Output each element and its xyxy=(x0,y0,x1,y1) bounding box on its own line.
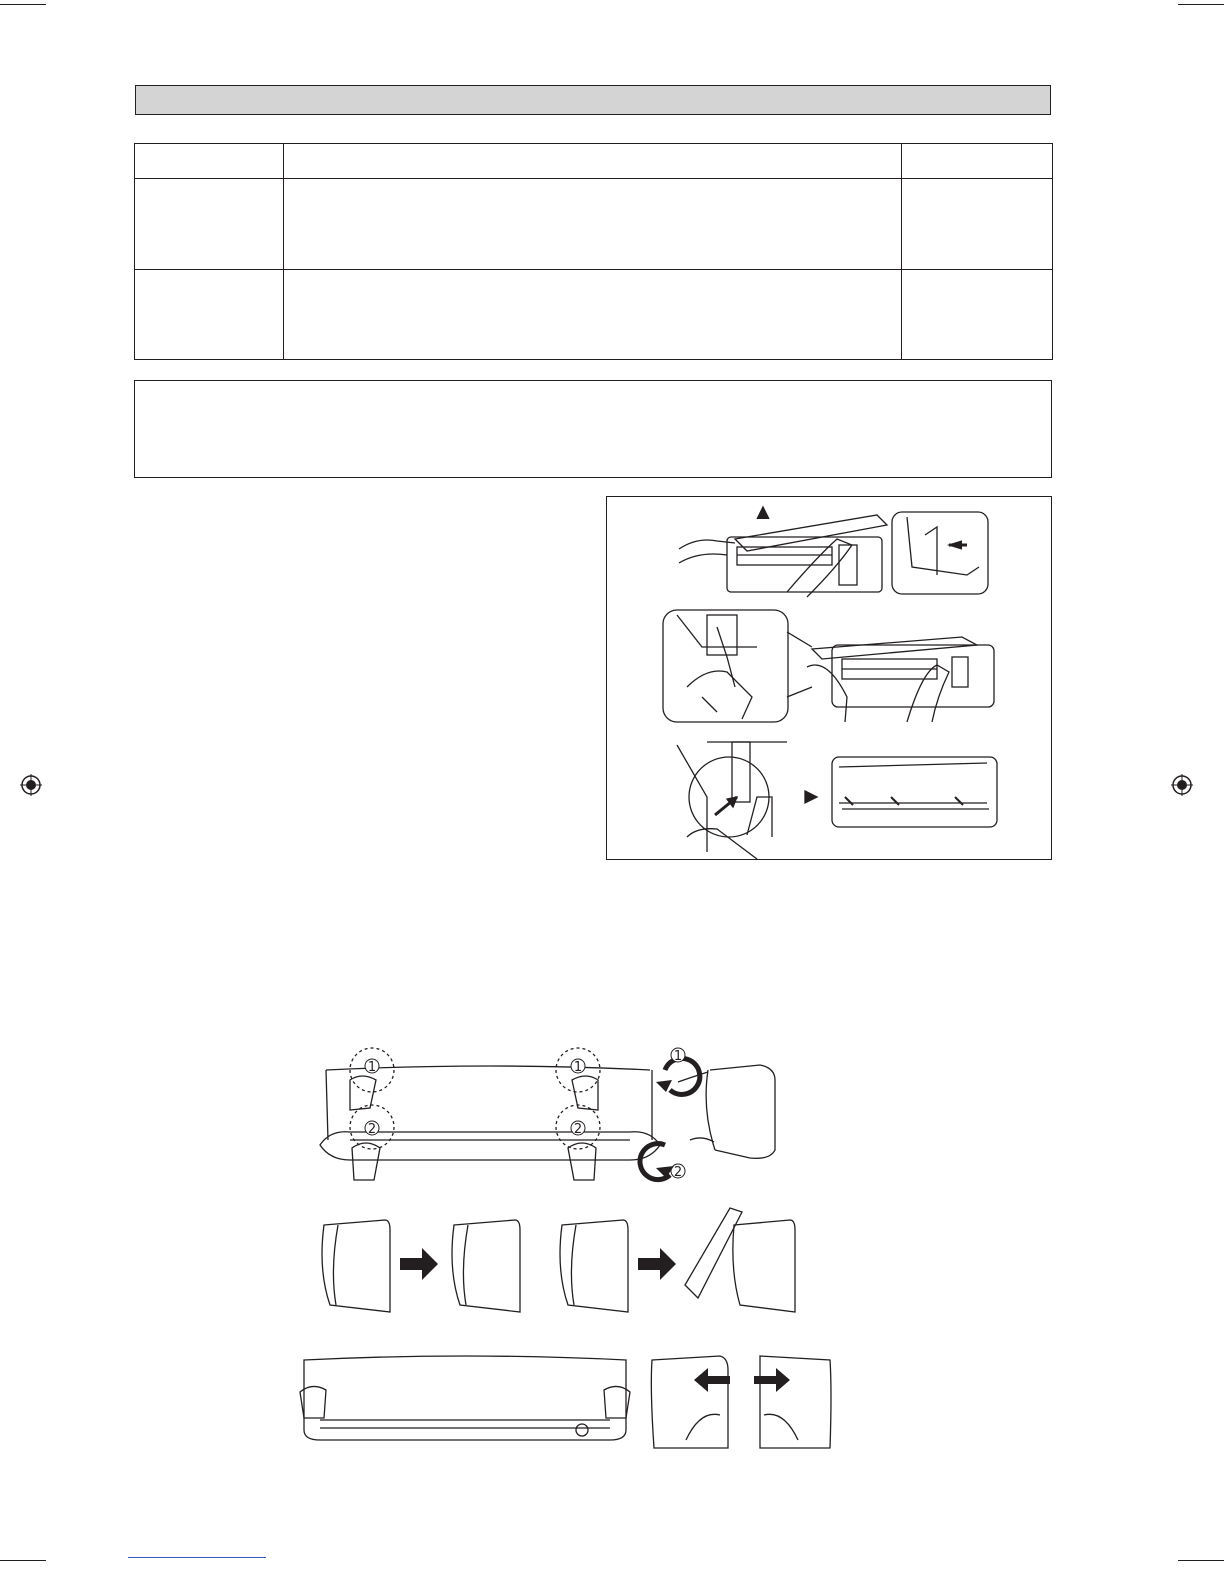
callout-circle-2 xyxy=(571,1121,585,1137)
table-cell xyxy=(902,179,1053,270)
front-panel-install-figure xyxy=(606,496,1052,860)
registration-mark-icon xyxy=(1171,774,1193,796)
front-panel-removal-illustration xyxy=(290,1030,850,1460)
arrow-left-icon xyxy=(694,1368,730,1392)
crop-mark-bottom-right xyxy=(1178,1560,1224,1561)
svg-text:2: 2 xyxy=(367,1122,377,1137)
table-header-cell xyxy=(902,144,1053,179)
callout-circle-2 xyxy=(365,1121,379,1137)
rotate-arrow-icon xyxy=(656,1080,674,1178)
arrow-right-icon xyxy=(400,1248,438,1280)
arrow-right-icon xyxy=(638,1248,676,1280)
svg-text:1: 1 xyxy=(573,1060,583,1075)
svg-text:1: 1 xyxy=(367,1060,377,1075)
table-cell xyxy=(902,270,1053,360)
section-header-bar xyxy=(135,85,1051,115)
callout-circle-1 xyxy=(571,1059,585,1075)
front-panel-install-illustration xyxy=(607,497,1052,860)
table-cell xyxy=(135,270,284,360)
registration-mark-icon xyxy=(20,774,42,796)
spec-table xyxy=(134,143,1053,360)
table-header-cell xyxy=(284,144,902,179)
crop-mark-top-right xyxy=(1178,4,1224,5)
svg-text:1: 1 xyxy=(673,1049,683,1064)
note-box xyxy=(134,380,1052,478)
callout-circle-1 xyxy=(365,1059,379,1075)
table-row xyxy=(135,179,1053,270)
table-cell xyxy=(284,270,902,360)
table-row xyxy=(135,270,1053,360)
callout-circle-1 xyxy=(671,1048,685,1064)
footer-link-underline xyxy=(128,1556,266,1558)
table-cell xyxy=(135,179,284,270)
crop-mark-top-left xyxy=(0,4,46,5)
table-header-cell xyxy=(135,144,284,179)
table-header-row xyxy=(135,144,1053,179)
crop-mark-bottom-left xyxy=(0,1560,46,1561)
svg-text:2: 2 xyxy=(573,1122,583,1137)
table-cell xyxy=(284,179,902,270)
svg-text:2: 2 xyxy=(673,1165,683,1180)
